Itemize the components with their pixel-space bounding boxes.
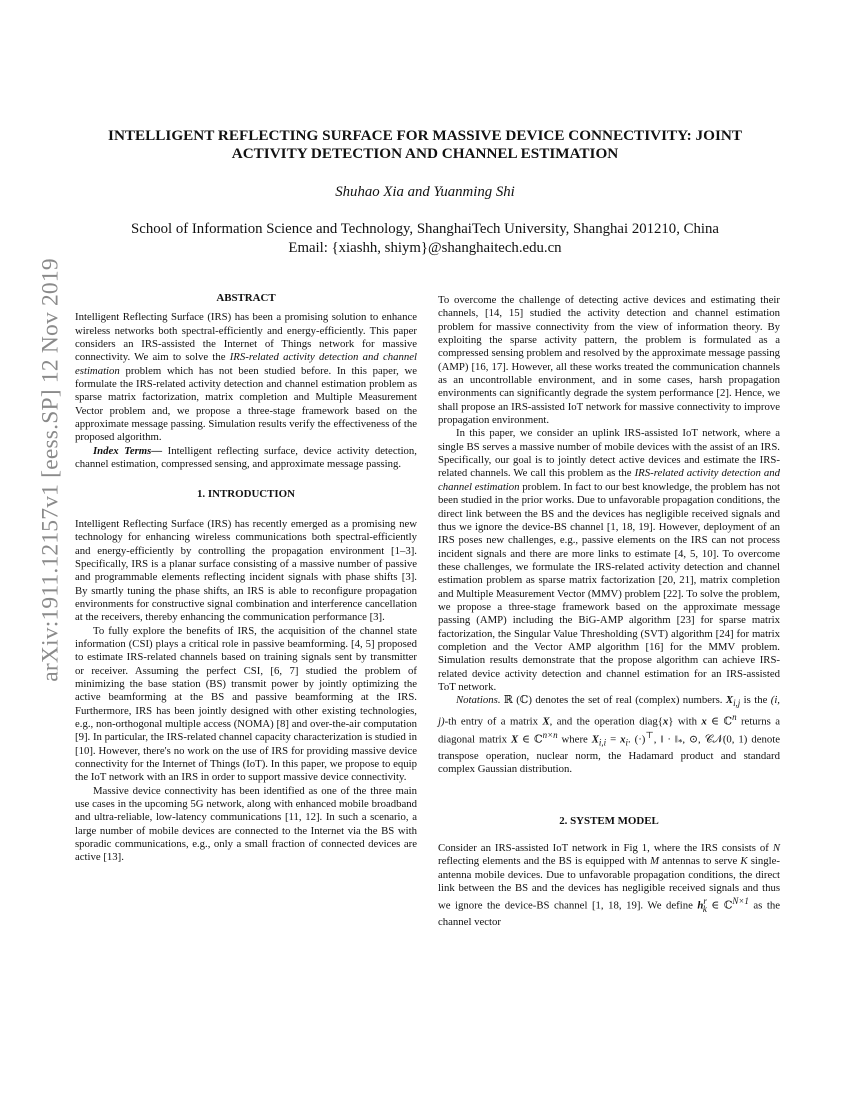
system-model-heading: 2. SYSTEM MODEL xyxy=(559,815,659,828)
author-affiliation-block xyxy=(70,220,780,258)
notations-paragraph: Notations. ℝ (ℂ) denotes the set of real (complex) numbers. $X_{i,j}$ is the (i, j)-th entry of a matrix X, and the operation diag{x} with x ∈ ℂ$^n$ returns a diagonal matrix X ∈ ℂ$^{n\times n}$ where $X_{i,i} = x_i$. (·)⊤, ‖ · $‖_*$, ⊙, 𝒞𝒩(0, 1) denote transpose operation, nuclear norm, the Hadamard product and standard complex Gaussian distribution. xyxy=(438,694,781,776)
affiliation: School of Information Science and Technology, ShanghaiTech University, Shanghai 201210, China xyxy=(131,221,719,237)
intro-paragraph-5: In this paper, we consider an uplink IRS-assisted IoT network, where a single BS serves a massive number of mobile devices with the assist of an IRS. Specifically, our goal is to jointly detect active devices and estimate the IRS-related channels. We call this problem as the IRS-related activity detection and channel estimation problem. In fact to our best knowledge, the problem has not been studied in the prior works. Due to unfavorable propagation conditions, the direct link between the BS and the devices has negligible received signals and thus we ignore the device-BS channel [1, 18, 19]. However, deployment of an IRS poses new challenges, e.g., passive elements on the IRS can not process incident signals and there are more links to estimate [4, 5, 10]. To overcome these challenges, we formulate the IRS-related activity detection and channel estimation problem as sparse matrix factorization [20, 21], matrix completion and Multiple Measurement Vector (MMV) problem [22]. To solve the problem, we propose a three-stage framework based on the approximate message passing (AMP) including the BiG-AMP algorithm [23] for sparse matrix factorization, the Singular Value Thresholding (SVT) algorithm [24] for matrix completion and the Vector AMP algorithm [16] for the MMV problem. Simulation results demonstrate that the propose algorithm can achieve IRS-related device activity detection and channel estimation for an IRS-assisted ToT network. xyxy=(438,427,780,693)
abstract-heading: ABSTRACT xyxy=(216,292,276,304)
intro-paragraph-3: Massive device connectivity has been identified as one of the three main use cases in the upcoming 5G network, along with enhanced mobile broadband and ultra-reliable, low-latency communications [11, 12]. In such a scenario, a large number of mobile devices are connected to the Internet via the BS with sporadic communications, e.g., only a small fraction of connected devices are active [13]. xyxy=(75,784,417,864)
system-model-paragraph: Consider an IRS-assisted IoT network in Fig 1, where the IRS consists of N reflecting elements and the BS is equipped with M antennas to serve K single-antenna mobile devices. Due to unfavorable propagation conditions, the direct link between the BS and the devices has negligible received signals and thus we ignore the device-BS channel [1, 18, 19]. We define $h^r_k$ ∈ ℂ$^{N\times 1}$ as the channel vector xyxy=(438,841,780,929)
paper-authors: Shuhao Xia and Yuanming Shi xyxy=(335,184,515,200)
author-email: Email: {xiashh, shiym}@shanghaitech.edu.cn xyxy=(288,240,562,256)
paper-title: INTELLIGENT REFLECTING SURFACE FOR MASSIVE DEVICE CONNECTIVITY: JOINT ACTIVITY DETECTION AND CHANNEL ESTIMATION xyxy=(108,127,742,162)
index-terms: Index Terms— Intelligent reflecting surface, device activity detection, channel estimation, compressed sensing, and approximate message passing. xyxy=(75,444,417,471)
abstract-text: Intelligent Reflecting Surface (IRS) has been a promising solution to enhance wireless networks both spectral-efficiently and energy-efficiently. This paper considers an IRS-assisted the Internet of Things network for massive connectivity. We aim to solve the IRS-related activity detection and channel estimation problem which has not been studied before. In this paper, we formulate the IRS-related activity detection and channel estimation problem as sparse matrix factorization, matrix completion and Multiple Measurement Vector problem and, we propose a three-stage framework based on the approximate message passing. Simulation results verify the effectiveness of the proposed algorithm. xyxy=(75,311,418,444)
right-column xyxy=(438,294,780,930)
introduction-heading: 1. INTRODUCTION xyxy=(196,488,296,501)
arxiv-identifier-sidebar xyxy=(36,258,66,682)
intro-paragraph-2: To fully explore the benefits of IRS, the acquisition of the channel state information (CSI) plays a critical role in passive beamforming. [4, 5] proposed to estimate IRS-related channels based on training signals sent by transmitter or receiver. Assuming the perfect CSI, [6, 7] studied the problem of minimizing the base station (BS) transmit power by jointly optimizing the active beamforming at the BS and passive beamforming at the IRS. Furthermore, IRS has been jointly designed with other existing technologies, e.g., non-orthogonal multiple access (NOMA) [8] and over-the-air computation [9]. In particular, the IRS-related channel capacity characterization is studied in [10]. However, there's no work on the use of IRS for providing massive device connectivity for the Internet of Things (IoT). In this paper, we propose to equip the IoT network with an IRS in order to support massive device connectivity. xyxy=(75,624,417,784)
notations-label: Notations. xyxy=(456,694,501,707)
left-column xyxy=(75,292,417,865)
arxiv-identifier: arXiv:1911.12157v1 [eess.SP] 12 Nov 2019 xyxy=(37,258,64,682)
intro-paragraph-1: Intelligent Reflecting Surface (IRS) has recently emerged as a promising new technology for enhancing wireless communications both spectral-efficiently and energy-efficiently by controlling the propagation environment [1–3]. Specifically, IRS is a planar surface consisting of a massive number of passive and programmable elements reflecting incident signals with phase shifts [3]. By smartly tuning the phase shifts, an IRS is able to reconfigure propagation environments for constructive signal combination and interference cancellation at the receivers, thereby enhancing the communication performance [3]. xyxy=(75,517,417,624)
index-terms-label: Index Terms— xyxy=(93,444,163,457)
intro-paragraph-4: To overcome the challenge of detecting active devices and estimating their channels, [14, 15] studied the activity detection and channel estimation problem for massive connectivity from the view of information theory. By exploiting the sparse activity pattern, the problem is formulated as a compressed sensing problem and resolved by the approximate message passing (AMP) [16, 17]. However, all these works treated the communication channels as an uncontrollable environment, and in some cases, harsh propagation environments can significantly degrade the system performance [2]. Hence, we shall propose an IRS-assisted IoT network for massive connectivity to improve propagation environment. xyxy=(438,294,780,427)
